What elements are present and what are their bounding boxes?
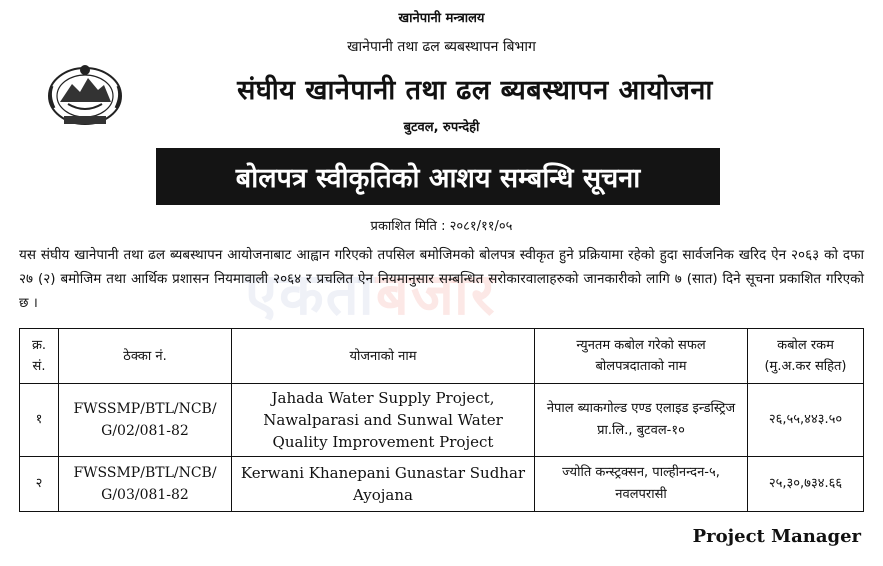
project-title: संघीय खानेपानी तथा ढल ब्यबस्थापन आयोजना xyxy=(237,75,713,106)
header-contract-no: ठेक्का नं. xyxy=(59,329,232,384)
table-row xyxy=(20,384,864,457)
signatory: Project Manager xyxy=(692,526,861,547)
row-bidder: नेपाल ब्याकगोल्ड एण्ड एलाइड इन्डस्ट्रिज प्रा.लि., बुटवल-१० xyxy=(535,384,748,457)
table-header-row xyxy=(20,329,864,384)
notice-body: यस संघीय खानेपानी तथा ढल ब्यबस्थापन आयोजनाबाट आह्वान गरिएको तपसिल बमोजिमको बोलपत्र स्वीकृत हुने प्रक्रियामा रहेको हुदा सार्वजनिक खरिद ऐन २०६३ को दफा २७ (२) बमोजिम तथा आर्थिक प्रशासन नियमावाली २०६४ र प्रचलित ऐन नियमानुसार सम्बन्धित सरोकारवालाहरुको जानकारीको लागि ७ (सात) दिने सूचना प्रकाशित गरिएको छ । xyxy=(19,247,864,311)
row-project-name: Jahada Water Supply Project, Nawalparasi and Sunwal Water Quality Improvement Project xyxy=(232,384,535,457)
row-amount: २६,५५,४४३.५० xyxy=(748,384,864,457)
header-amount: कबोल रकम (मु.अ.कर सहित) xyxy=(748,329,864,384)
department-name: खानेपानी तथा ढल ब्यबस्थापन बिभाग xyxy=(347,39,536,55)
notice-title: बोलपत्र स्वीकृतिको आशय सम्बन्धि सूचना xyxy=(235,163,641,194)
published-date: प्रकाशित मिति : २०८१/११/०५ xyxy=(370,219,513,234)
header-sn: क्र. सं. xyxy=(20,329,59,384)
watermark-part-2: बजार xyxy=(375,260,497,328)
header-bidder: न्युनतम कबोल गरेको सफल बोलपत्रदाताको नाम xyxy=(535,329,748,384)
bid-table xyxy=(19,328,864,512)
watermark-part-1: एकता xyxy=(245,260,376,328)
row-contract-no: FWSSMP/BTL/NCB/ G/02/081-82 xyxy=(59,384,232,457)
ministry-name: खानेपानी मन्त्रालय xyxy=(398,11,485,26)
row-bidder: ज्योति कन्स्ट्रक्सन, पाल्हीनन्दन-५, नवलपरासी xyxy=(535,457,748,512)
row-amount: २५,३०,७३४.६६ xyxy=(748,457,864,512)
row-sn: २ xyxy=(20,457,59,512)
row-contract-no: FWSSMP/BTL/NCB/ G/03/081-82 xyxy=(59,457,232,512)
table-row xyxy=(20,457,864,512)
office-location: बुटवल, रुपन्देही xyxy=(403,120,480,135)
header-project-name: योजनाको नाम xyxy=(232,329,535,384)
row-project-name: Kerwani Khanepani Gunastar Sudhar Ayojana xyxy=(232,457,535,512)
row-sn: १ xyxy=(20,384,59,457)
notice-title-banner xyxy=(156,148,720,205)
